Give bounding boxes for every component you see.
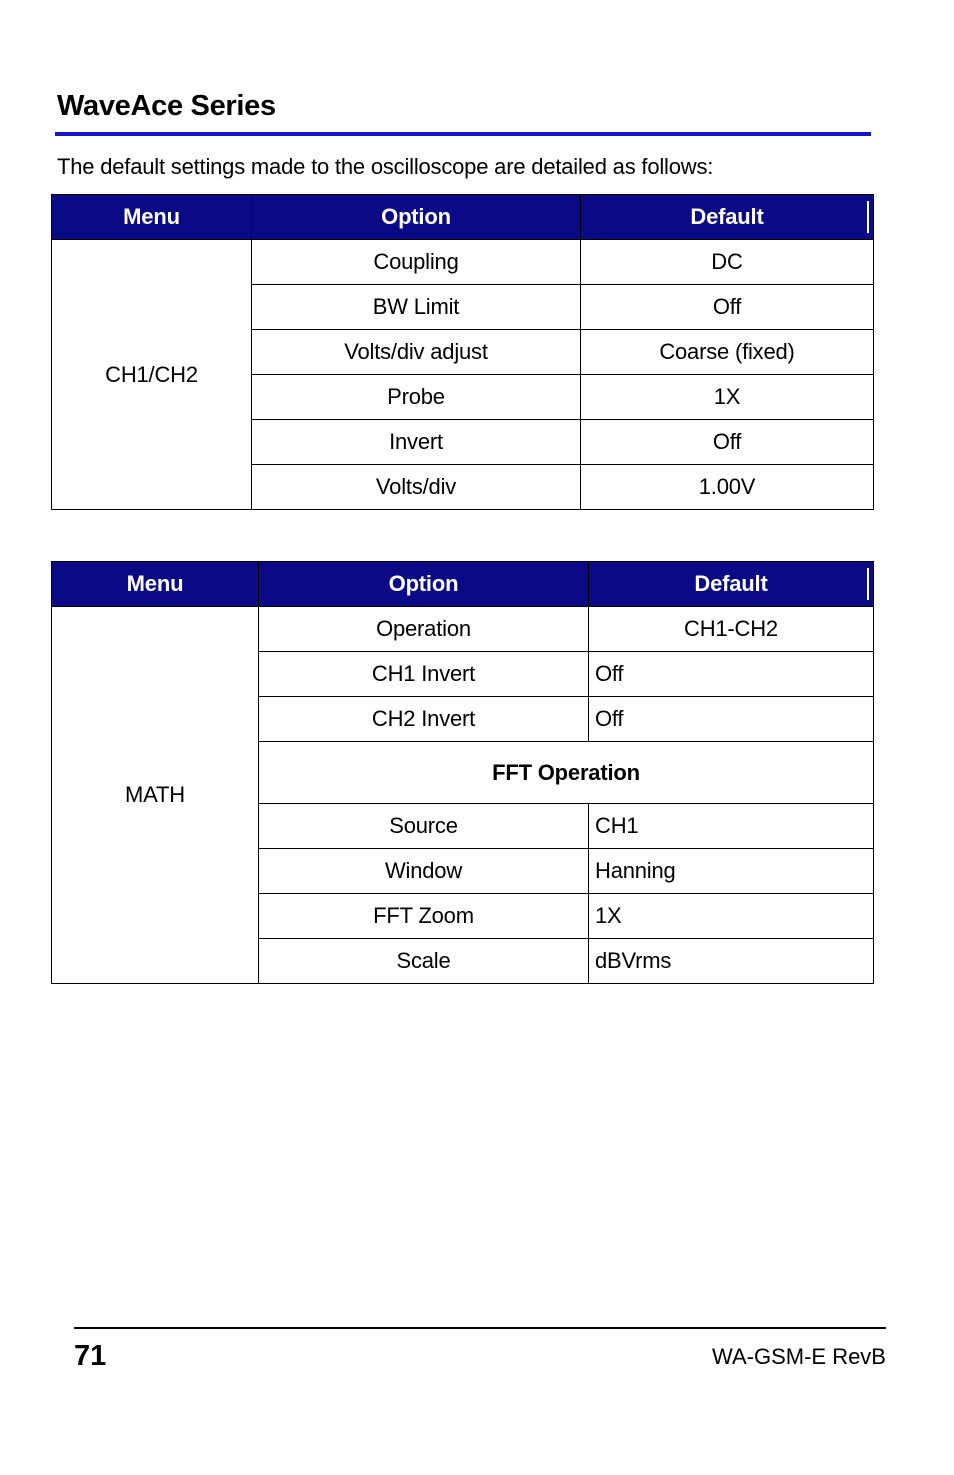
default-cell: CH1-CH2 <box>589 607 874 652</box>
column-header-option: Option <box>252 195 581 240</box>
default-cell: 1.00V <box>581 465 874 510</box>
table-header-row <box>52 195 874 240</box>
intro-text: The default settings made to the oscilloscope are detailed as follows: <box>57 154 714 179</box>
option-cell: CH2 Invert <box>259 697 589 742</box>
fft-operation-heading: FFT Operation <box>259 742 874 804</box>
footer-rule <box>74 1327 886 1329</box>
default-cell: dBVrms <box>589 939 874 984</box>
default-cell: Off <box>581 420 874 465</box>
column-header-menu: Menu <box>52 195 252 240</box>
page-number: 71 <box>74 1340 107 1372</box>
option-cell: Scale <box>259 939 589 984</box>
option-cell: Window <box>259 849 589 894</box>
option-cell: Invert <box>252 420 581 465</box>
title-rule <box>55 132 871 136</box>
table-row <box>52 607 874 652</box>
option-cell: CH1 Invert <box>259 652 589 697</box>
menu-cell: CH1/CH2 <box>52 240 252 510</box>
column-header-menu: Menu <box>52 562 259 607</box>
table-row <box>52 240 874 285</box>
option-cell: Probe <box>252 375 581 420</box>
option-cell: Operation <box>259 607 589 652</box>
option-cell: Coupling <box>252 240 581 285</box>
option-cell: BW Limit <box>252 285 581 330</box>
table-header-row <box>52 562 874 607</box>
default-cell: 1X <box>589 894 874 939</box>
option-cell: Volts/div <box>252 465 581 510</box>
default-cell: Off <box>589 697 874 742</box>
page-title: WaveAce Series <box>57 90 276 122</box>
option-cell: FFT Zoom <box>259 894 589 939</box>
menu-cell: MATH <box>52 607 259 984</box>
default-cell: 1X <box>581 375 874 420</box>
option-cell: Volts/div adjust <box>252 330 581 375</box>
default-cell: DC <box>581 240 874 285</box>
default-cell: Hanning <box>589 849 874 894</box>
math-defaults-table <box>51 561 874 984</box>
default-cell: CH1 <box>589 804 874 849</box>
default-cell: Off <box>581 285 874 330</box>
option-cell: Source <box>259 804 589 849</box>
channel-defaults-table <box>51 194 874 510</box>
default-cell: Coarse (fixed) <box>581 330 874 375</box>
default-cell: Off <box>589 652 874 697</box>
column-header-default: Default <box>581 195 874 240</box>
column-header-default: Default <box>589 562 874 607</box>
document-id: WA-GSM-E RevB <box>712 1344 886 1369</box>
column-header-option: Option <box>259 562 589 607</box>
